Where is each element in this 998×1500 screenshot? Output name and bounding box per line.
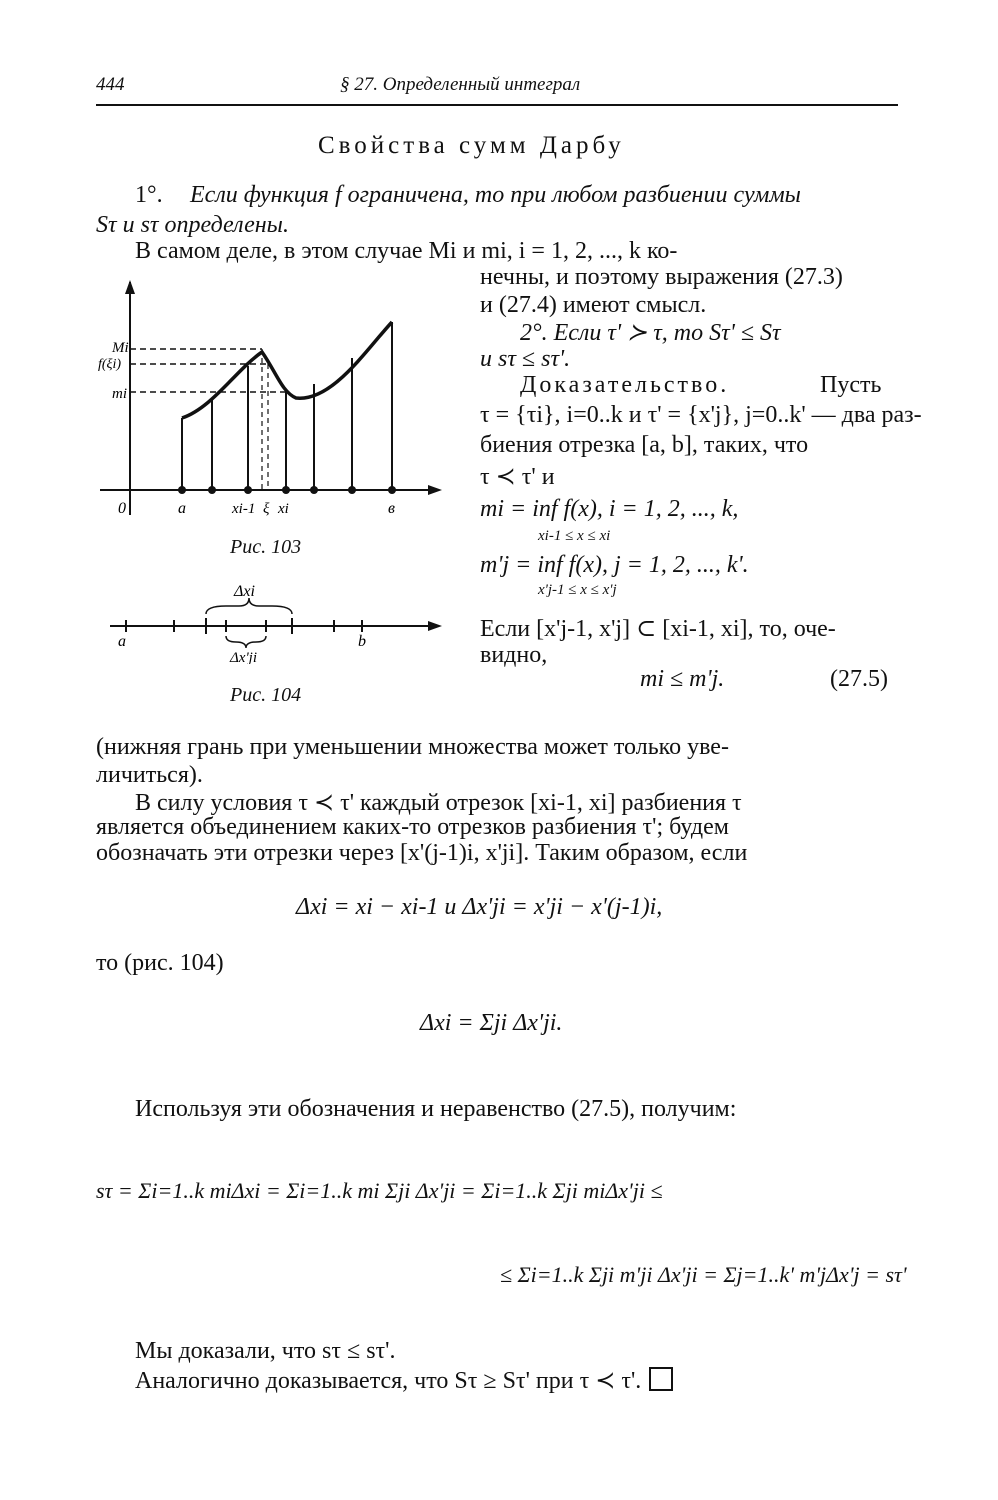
para3-line2: личиться). <box>96 762 203 788</box>
para3-line1: (нижняя грань при уменьшении множества может только уве- <box>96 734 729 760</box>
prop2-line2: и sτ ≤ sτ'. <box>480 346 571 372</box>
para1-line3: и (27.4) имеют смысл. <box>480 292 707 318</box>
point-xi-1 <box>244 486 252 494</box>
point-a <box>178 486 186 494</box>
para2-line1: Если [x'j-1, x'j] ⊂ [xi-1, xi], то, оче- <box>480 616 836 642</box>
eq-sum: Δxi = Σji Δx'ji. <box>420 1010 563 1036</box>
label-xi-point: ξ <box>263 501 270 517</box>
point-1 <box>208 486 216 494</box>
label-mi: mi <box>112 386 127 402</box>
eq-27-5-label: (27.5) <box>830 666 888 692</box>
para4-line1: В силу условия τ ≺ τ' каждый отрезок [xi-1, xi] разбиения τ <box>135 790 742 816</box>
def-m-i-sub: xi-1 ≤ x ≤ xi <box>538 528 611 544</box>
para4-line3: обозначать эти отрезки через [x'(j-1)i, x'ji]. Таким образом, если <box>96 840 748 866</box>
conclusion-1: Мы доказали, что sτ ≤ sτ'. <box>135 1338 396 1364</box>
section-title: Свойства сумм Дарбу <box>318 132 625 159</box>
conclusion-2: Аналогично доказывается, что Sτ ≥ Sτ' при τ ≺ τ'. <box>135 1368 642 1394</box>
point-4 <box>310 486 318 494</box>
def-m-i: mi = inf f(x), i = 1, 2, ..., k, <box>480 496 739 522</box>
figure-103 <box>96 280 456 540</box>
para1-line1: В самом деле, в этом случае Mi и mi, i = 1, 2, ..., k ко- <box>135 238 678 264</box>
prop1-line2: Sτ и sτ определены. <box>96 212 289 238</box>
eq-27-5: mi ≤ m'j. <box>640 666 725 692</box>
label-xi: xi <box>278 501 289 517</box>
para6: Используя эти обозначения и неравенство (27.5), получим: <box>135 1096 737 1122</box>
brace-dxp <box>226 636 266 648</box>
eq-big-line1: sτ = Σi=1..k miΔxi = Σi=1..k mi Σji Δx'ji = Σi=1..k Σji miΔx'ji ≤ <box>96 1178 663 1203</box>
header-rule <box>96 104 898 106</box>
para1-line2: нечны, и поэтому выражения (27.3) <box>480 264 843 290</box>
point-b <box>388 486 396 494</box>
line-104-arrow <box>428 621 442 631</box>
prop1-line1: Если функция f ограничена, то при любом разбиении суммы <box>190 182 801 208</box>
proof-line3: биения отрезка [a, b], таких, что <box>480 432 809 458</box>
prop2-line1: 2°. Если τ' ≻ τ, то Sτ' ≤ Sτ <box>520 320 781 346</box>
proof-line4: τ ≺ τ' и <box>480 464 555 490</box>
label-a: a <box>178 500 186 517</box>
label-dx: Δxi <box>234 584 255 600</box>
def-m-j: m'j = inf f(x), j = 1, 2, ..., k'. <box>480 552 749 578</box>
label-a-104: a <box>118 633 126 650</box>
proof-word: Доказательство. <box>520 372 730 398</box>
eq-big-line2: ≤ Σi=1..k Σji m'ji Δx'ji = Σj=1..k' m'jΔx'j = sτ' <box>500 1262 907 1287</box>
x-axis-arrow <box>428 485 442 495</box>
point-5 <box>348 486 356 494</box>
def-m-j-sub: x'j-1 ≤ x ≤ x'j <box>538 582 617 598</box>
label-zero: 0 <box>118 500 126 517</box>
para2-line2: видно, <box>480 642 548 668</box>
point-xi <box>282 486 290 494</box>
page-number: 444 <box>96 74 125 95</box>
para4-line2: является объединением каких-то отрезков разбиения τ'; будем <box>96 814 729 840</box>
label-xi-1: xi-1 <box>232 501 256 517</box>
eq-delta: Δxi = xi − xi-1 и Δx'ji = x'ji − x'(j-1)i, <box>296 894 663 920</box>
y-axis-arrow <box>125 280 135 294</box>
prop1-label: 1°. <box>135 182 163 208</box>
label-b-104: b <box>358 633 366 650</box>
qed-box-icon <box>649 1367 673 1391</box>
running-title: § 27. Определенный интеграл <box>340 74 581 95</box>
brace-dx <box>206 598 292 614</box>
conclusion-2-wrap <box>135 1366 673 1395</box>
proof-line2: τ = {τi}, i=0..k и τ' = {x'j}, j=0..k' — два раз- <box>480 402 922 428</box>
proof-line1-rest: Пусть <box>820 372 882 398</box>
figure-104 <box>96 584 456 664</box>
fig103-caption: Рис. 103 <box>230 536 302 558</box>
fig104-caption: Рис. 104 <box>230 684 302 706</box>
label-f: f(ξi) <box>98 357 122 372</box>
label-dxp: Δx'ji <box>230 650 258 664</box>
label-Mi: Mi <box>112 340 129 356</box>
para5: то (рис. 104) <box>96 950 224 976</box>
label-b: в <box>388 500 395 517</box>
